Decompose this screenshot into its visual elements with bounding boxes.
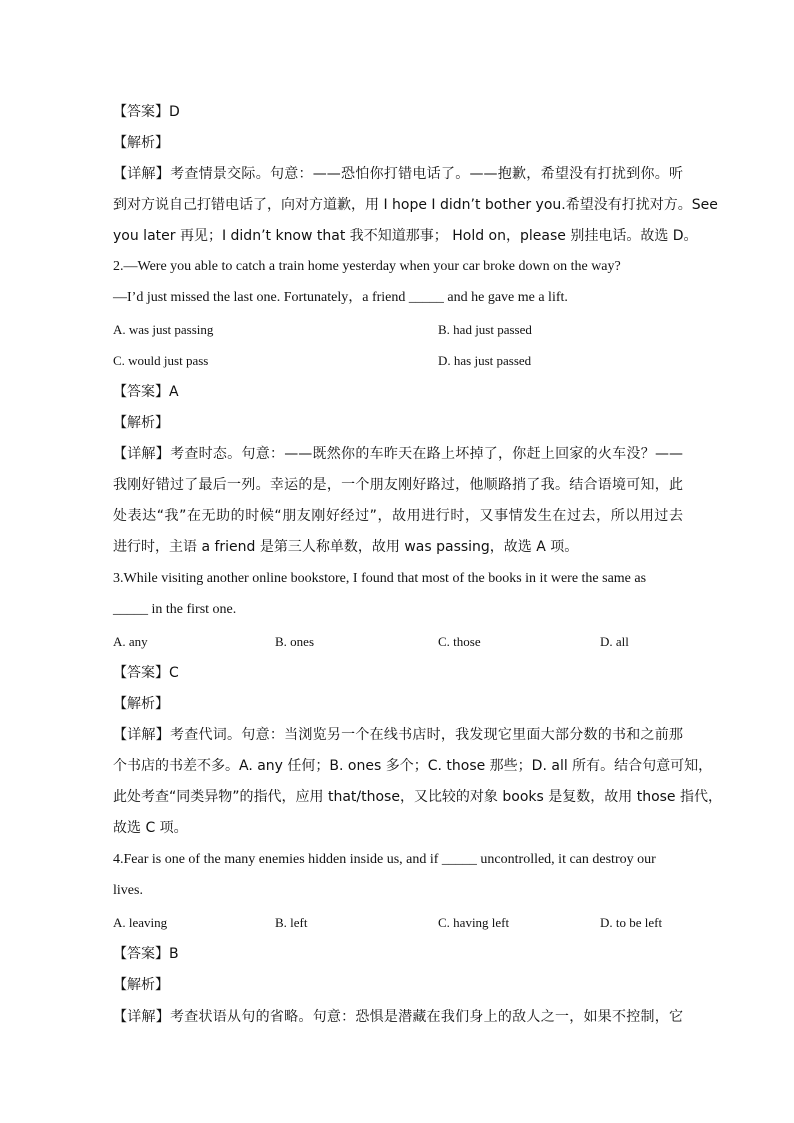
- detail-line: you later 再见；I didn’t know that 我不知道那事； Hold on，please 别挂电话。故选 D。: [113, 228, 698, 244]
- option-b: B. ones: [275, 634, 314, 649]
- detail-line: 【详解】考查时态。句意：——既然你的车昨天在路上坏掉了，你赶上回家的火车没？——: [113, 446, 683, 462]
- option-c: C. having left: [438, 915, 510, 930]
- detail-line: 【详解】考查情景交际。句意：——恐怕你打错电话了。——抱歉，希望没有打扰到你。听: [113, 166, 683, 182]
- detail-line: 【详解】考查状语从句的省略。句意：恐惧是潜藏在我们身上的敌人之一，如果不控制，它: [113, 1009, 683, 1025]
- answer-line: 【答案】D: [113, 104, 180, 120]
- question-stem: 2.—Were you able to catch a train home yesterday when your car broke down on the way?: [113, 259, 621, 274]
- option-d: D. has just passed: [438, 353, 532, 368]
- answer-line: 【答案】C: [113, 665, 179, 681]
- question-stem: 3.While visiting another online bookstore, I found that most of the books in it were the same as: [113, 571, 647, 586]
- detail-line: 我刚好错过了最后一列。幸运的是，一个朋友刚好路过，他顺路捎了我。结合语境可知，此: [113, 477, 683, 493]
- question-stem: —I’d just missed the last one. Fortunately，a friend _____ and he gave me a lift.: [113, 290, 568, 305]
- detail-line: 故选 C 项。: [113, 820, 188, 836]
- option-a: A. leaving: [113, 915, 168, 930]
- question-stem: _____ in the first one.: [113, 602, 237, 617]
- detail-line: 【详解】考查代词。句意：当浏览另一个在线书店时，我发现它里面大部分数的书和之前那: [113, 727, 683, 743]
- option-d: D. to be left: [600, 915, 663, 930]
- analysis-heading: 【解析】: [113, 977, 169, 993]
- analysis-heading: 【解析】: [113, 135, 169, 151]
- option-c: C. would just pass: [113, 353, 209, 368]
- detail-line: 个书店的书差不多。A. any 任何；B. ones 多个；C. those 那些；D. all 所有。结合句意可知，: [113, 758, 713, 774]
- answer-line: 【答案】A: [113, 384, 179, 400]
- option-b: B. left: [275, 915, 308, 930]
- detail-line: 处表达“我”在无助的时候“朋友刚好经过”，故用进行时，又事情发生在过去，所以用过去: [113, 508, 683, 524]
- analysis-heading: 【解析】: [113, 696, 169, 712]
- detail-line: 到对方说自己打错电话了，向对方道歉，用 I hope I didn’t bother you.希望没有打扰对方。See: [113, 197, 718, 213]
- option-b: B. had just passed: [438, 322, 532, 337]
- detail-line: 进行时，主语 a friend 是第三人称单数，故用 was passing，故选 A 项。: [113, 539, 579, 555]
- option-a: A. any: [113, 634, 148, 649]
- option-a: A. was just passing: [113, 322, 214, 337]
- answer-line: 【答案】B: [113, 946, 179, 962]
- analysis-heading: 【解析】: [113, 415, 169, 431]
- detail-line: 此处考查“同类异物”的指代，应用 that/those，又比较的对象 books 是复数，故用 those 指代，: [113, 789, 722, 805]
- question-stem: 4.Fear is one of the many enemies hidden inside us, and if _____ uncontrolled, it can destroy our: [113, 852, 656, 867]
- option-d: D. all: [600, 634, 629, 649]
- option-c: C. those: [438, 634, 481, 649]
- question-stem: lives.: [113, 883, 143, 898]
